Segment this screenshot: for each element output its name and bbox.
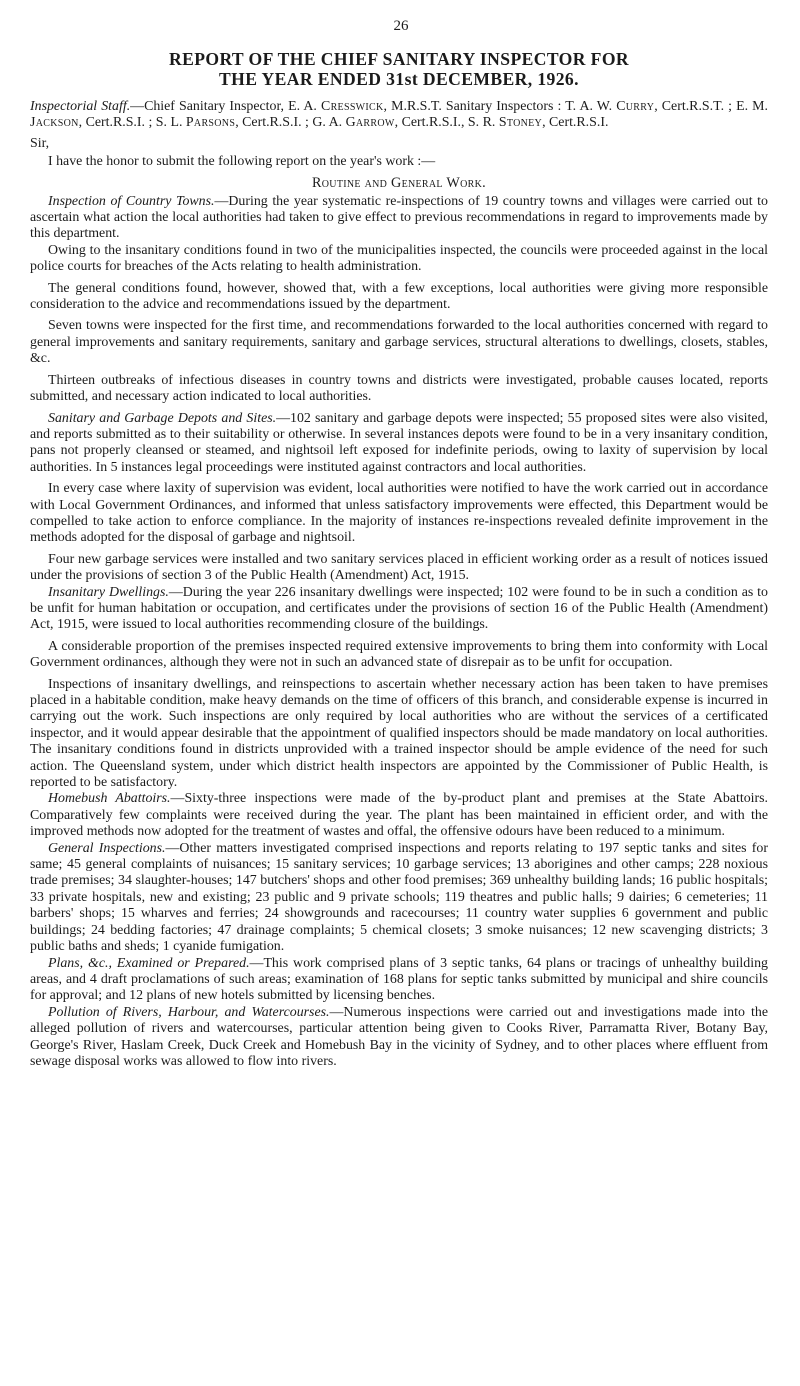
paragraph: A considerable proportion of the premises inspected required extensive improvements to bring them into conformity with Local Government ordinances, although they were not in such an advanced state of disrepair as to be unfit for occupation. bbox=[30, 638, 768, 671]
paragraph-heading: General Inspections. bbox=[48, 840, 166, 856]
paragraph: In every case where laxity of supervision was evident, local authorities were notified to have the work carried out in accordance with Local Government Ordinances, and informed that unless satisfactory improvements were effected, this Department would be compelled to take action to enforce compliance. In the majority of instances re-inspections revealed definite improvement in the methods adopted for the disposal of garbage and nightsoil. bbox=[30, 481, 768, 546]
report-title-line-2: THE YEAR ENDED 31st DECEMBER, 1926. bbox=[219, 69, 579, 89]
salutation: Sir, bbox=[30, 135, 50, 151]
staff-name-cresswick: Cresswick bbox=[321, 99, 384, 114]
staff-text-e: , Cert.R.S.I. ; G. A. bbox=[235, 115, 346, 131]
paragraph: The general conditions found, however, showed that, with a few exceptions, local authorities were giving more responsible consideration to the advice and recommendations issued by the department. bbox=[30, 280, 768, 313]
paragraph-body: —Other matters investigated comprised inspections and reports relating to 197 septic tanks and sites for same; 45 general complaints of nuisances; 15 sanitary services; 10 garbage services; 13 aborigines and other camps; 228 noxious trade premises; 34 slaughter-houses; 147 butchers' shops and other food premises; 369 unhealthy building lands; 16 public hospitals; 33 private hospitals, new and existing; 23 public and 9 private schools; 119 theatres and public halls; 9 dairies; 6 cemeteries; 11 barbers' shops; 15 wharves and ferries; 24 showgrounds and racecourses; 11 country water supplies 6 government and public buildings; 24 bedding factories; 47 drainage complaints; 5 chemical closets; 3 smoke nuisances; 12 new scavenging districts; 3 public baths and sheds; 1 cyanide fumigation. bbox=[30, 840, 768, 955]
paragraph: Seven towns were inspected for the first time, and recommendations forwarded to the local authorities concerned with regard to general improvements and sanitary requirements, sanitary and garbage services, structural alterations to dwellings, closets, stables, &c. bbox=[30, 318, 768, 367]
paragraph: Four new garbage services were installed and two sanitary services placed in efficient working order as a result of notices issued under the provisions of section 3 of the Public Health (Amendment) Act, 1915. bbox=[30, 551, 768, 584]
paragraph-body: —Sixty-three inspections were made of the by-product plant and premises at the State Abattoirs. Comparatively few complaints were received during the year. The plant has been maintained in efficient order, and with the improved methods now adopted for the treatment of wastes and offal, the offensive odours have been reduced to a minimum. bbox=[30, 791, 768, 840]
paragraph: Inspections of insanitary dwellings, and reinspections to ascertain whether necessary action has been taken to have premises placed in a habitable condition, make heavy demands on the time of officers of this branch, and considerable expense is incurred in carrying out the work. Such inspections are only required by local authorities who are without the services of a certificated inspector, and it would appear desirable that the appointment of qualified inspectors should be made mandatory on local authorities. The insanitary conditions found in districts unprovided with a trained inspector should be ample evidence of the need for such action. The Queensland system, under which district health inspectors are appointed by the Commissioner of Public Health, is reported to be satisfactory. bbox=[30, 676, 768, 791]
paragraph-heading: Inspection of Country Towns. bbox=[48, 193, 215, 209]
report-title-line-1: REPORT OF THE CHIEF SANITARY INSPECTOR FOR bbox=[168, 49, 630, 69]
paragraph-garbage-depots bbox=[30, 411, 768, 477]
paragraph: Owing to the insanitary conditions found in two of the municipalities inspected, the councils were proceeded against in the local police courts for breaches of the Acts relating to health administration. bbox=[30, 242, 768, 275]
report-title bbox=[30, 49, 768, 89]
paragraph-plans bbox=[30, 956, 768, 1005]
paragraph: Thirteen outbreaks of infectious diseases in country towns and districts were investigated, probable causes located, reports submitted, and necessary action indicated to local authorities. bbox=[30, 372, 768, 405]
staff-text-b: , M.R.S.T. Sanitary Inspectors : T. A. W. bbox=[383, 99, 617, 114]
paragraph-heading: Plans, &c., Examined or Prepared. bbox=[48, 955, 250, 971]
staff-text-c: , Cert.R.S.T. ; E. M. bbox=[654, 99, 768, 114]
staff-text-d: , Cert.R.S.I. ; S. L. bbox=[78, 115, 186, 131]
paragraph-heading: Homebush Abattoirs. bbox=[48, 791, 171, 807]
paragraph-insanitary-dwellings bbox=[30, 585, 768, 634]
page-number: 26 bbox=[393, 18, 409, 34]
section-heading: Routine and General Work. bbox=[312, 174, 486, 191]
staff-text-a: —Chief Sanitary Inspector, E. A. bbox=[130, 99, 322, 114]
staff-text-f: , Cert.R.S.I., S. R. bbox=[394, 115, 499, 131]
paragraph-body: —102 sanitary and garbage depots were inspected; 55 proposed sites were also visited, and reports submitted as to their suitability or otherwise. In several instances depots were found to be in a very insanitary condition, pans not properly cleansed or steamed, and nightsoil left exposed for indefinite periods, owing to laxity of supervision by local authorities. In 5 instances legal proceedings were instituted against contractors and local authorities. bbox=[30, 410, 768, 475]
staff-name-jackson: Jackson bbox=[30, 115, 79, 131]
staff-name-garrow: Garrow bbox=[345, 115, 395, 131]
paragraph-body: —Numerous inspections were carried out and investigations made into the alleged pollution of rivers and watercourses, particular attention being given to Cooks River, Parramatta River, Botany Bay, George's River, Haslam Creek, Duck Creek and Homebush Bay in the vicinity of Sydney, and to other places where effluent from sewage disposal works was allowed to flow into rivers. bbox=[30, 1004, 768, 1069]
paragraph-heading: Insanitary Dwellings. bbox=[48, 584, 169, 600]
paragraph-pollution bbox=[30, 1005, 768, 1071]
paragraph-body: —During the year 226 insanitary dwellings were inspected; 102 were found to be in such a condition as to be unfit for human habitation or occupation, and certificates under the provisions of section 16 of the Public Health (Amendment) Act, 1915, were issued to local authorities recommending closure of the buildings. bbox=[30, 584, 768, 633]
paragraph-general-inspections bbox=[30, 841, 768, 956]
paragraph-heading: Sanitary and Garbage Depots and Sites. bbox=[48, 410, 277, 426]
paragraph-body: —During the year systematic re-inspections of 19 country towns and villages were carried out to ascertain what action the local authorities had taken to give effect to previous recommendations in regard to improvements made by this department. bbox=[30, 193, 768, 242]
paragraph-body: —This work comprised plans of 3 septic tanks, 64 plans or tracings of unhealthy building areas, and 4 draft proclamations of such areas; examination of 168 plans for septic tanks submitted by municipal and shire councils for approval; and 12 plans of new hotels submitted by licensing benches. bbox=[30, 955, 768, 1004]
staff-text-g: , Cert.R.S.I. bbox=[542, 115, 609, 131]
staff-name-stoney: Stoney bbox=[498, 115, 543, 131]
paragraph-homebush-abattoirs bbox=[30, 791, 768, 840]
paragraph-country-towns bbox=[30, 194, 768, 243]
staff-paragraph bbox=[30, 99, 768, 132]
intro-paragraph: I have the honor to submit the following report on the year's work :— bbox=[48, 154, 436, 170]
staff-heading: Inspectorial Staff. bbox=[30, 99, 131, 114]
paragraph-heading: Pollution of Rivers, Harbour, and Watercourses. bbox=[48, 1004, 330, 1020]
staff-name-curry: Curry bbox=[616, 99, 655, 114]
staff-name-parsons: Parsons bbox=[185, 115, 236, 131]
